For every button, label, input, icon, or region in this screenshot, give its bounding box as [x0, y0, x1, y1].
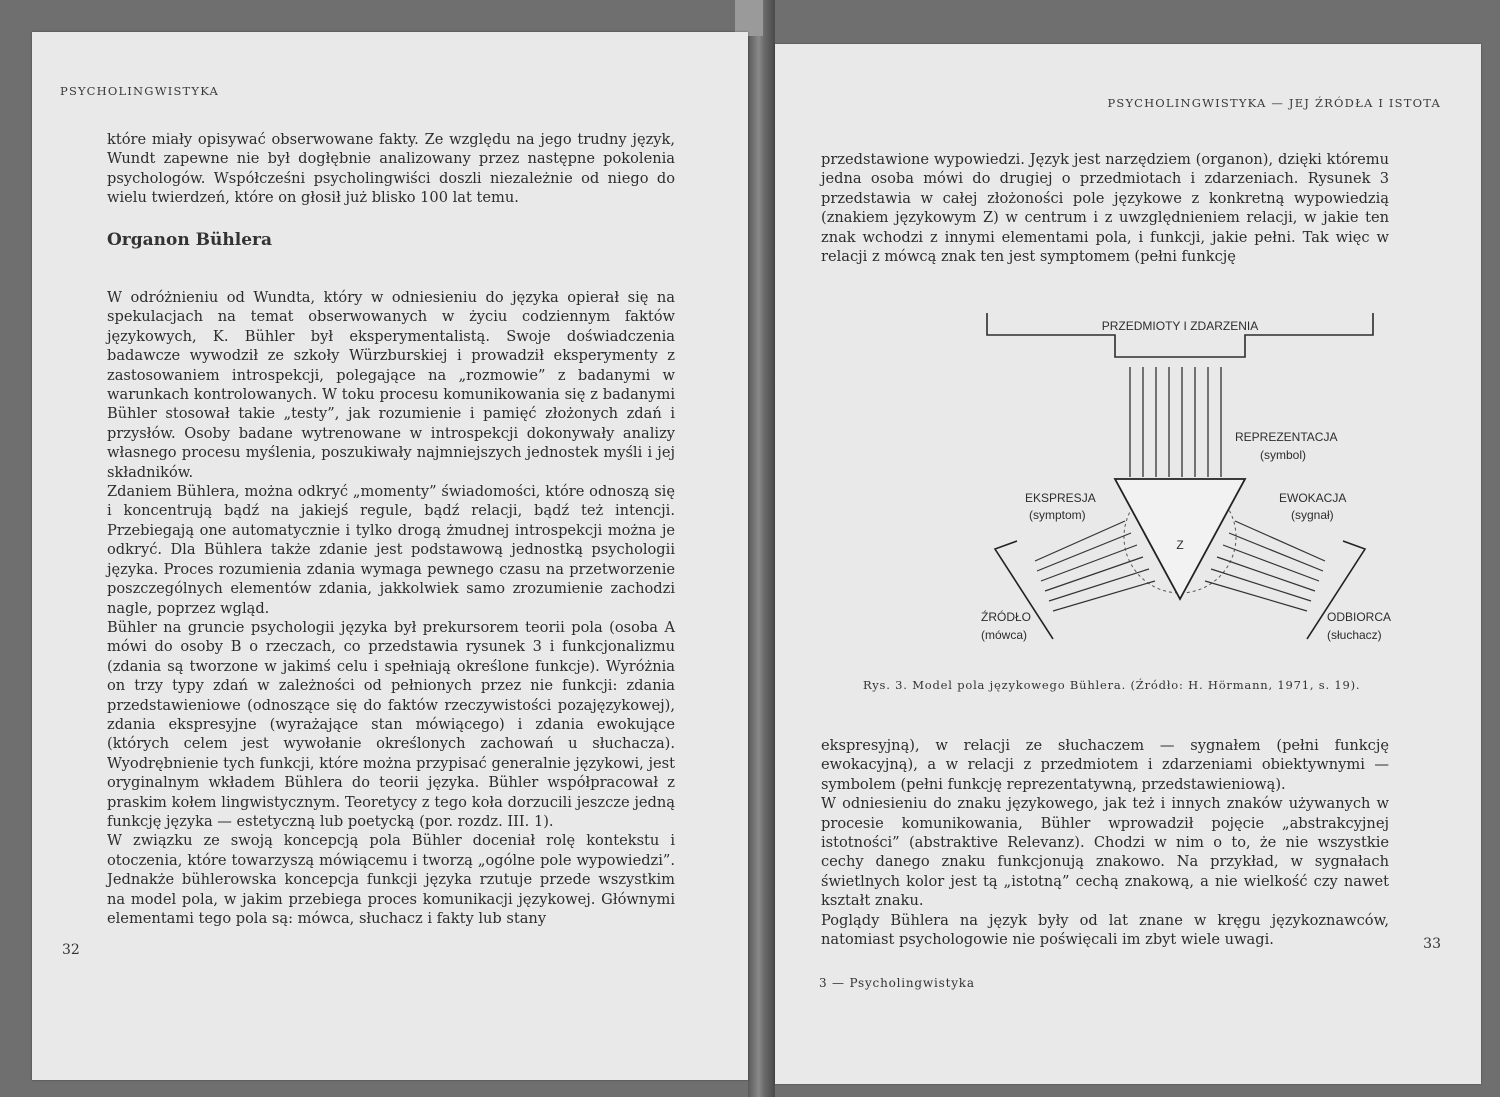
evocation-sub: (sygnał)	[1291, 508, 1334, 522]
sign-z-label: Z	[1176, 538, 1184, 552]
paragraph: W odróżnieniu od Wundta, który w odniesieniu do języka opierał się na spekulacjach na temat obserwowanych w życiu codziennym faktów językowych, K. Bühler był eksperymentalistą. Swoje doświadczenia badawcze wywodził ze szkoły Würzburskiej i prowadził eksperymenty z zastosowaniem introspekcji, polegające na „rozmowie” z badanymi w warunkach kontrolowanych. W toku procesu komunikowania się z badanymi Bühler stosował takie „testy”, jak rozumienie i pamięć złożonych zdań i przysłów. Osoby badane wytrenowane w introspekcji dokonywały analizy własnego procesu myślenia, poszukiwały najmniejszych jednostek myśli i jej składników.	[107, 289, 675, 481]
binding-tape	[735, 0, 763, 36]
running-head-right: PSYCHOLINGWISTYKA — JEJ ŹRÓDŁA I ISTOTA	[1107, 96, 1441, 110]
receiver-label: ODBIORCA	[1327, 610, 1392, 624]
paragraph: Zdaniem Bühlera, można odkryć „momenty” świadomości, które odnoszą się i koncentrują bądź na jakiejś regule, bądź relacji, bądź też intencji. Przebiegają one automatycznie i tylko drogą żmudnej introspekcji można je odkryć. Dla Bühlera także zdanie jest podstawową jednostką psychologii języka. Proces rozumienia zdania wymaga pewnego czasu na przetworzenie poszczególnych elementów zdania, jakkolwiek samo zrozumienie zachodzi nagle, poprzez wgląd.	[107, 483, 675, 617]
right-page	[775, 44, 1481, 1084]
book-spine	[748, 0, 775, 1097]
listener-bracket	[1307, 541, 1365, 639]
running-head-left: PSYCHOLINGWISTYKA	[60, 84, 220, 98]
objects-label: PRZEDMIOTY I ZDARZENIA	[1101, 319, 1259, 333]
top-text	[821, 150, 1389, 266]
expression-lines	[1035, 521, 1155, 611]
receiver-sub: (słuchacz)	[1327, 628, 1382, 642]
representation-lines	[1130, 367, 1221, 477]
representation-sub: (symbol)	[1260, 448, 1307, 462]
speaker-bracket	[995, 541, 1053, 639]
source-label: ŹRÓDŁO	[981, 610, 1032, 624]
paragraph: które miały opisywać obserwowane fakty. Ze względu na jego trudny język, Wundt zapewne nie był dogłębnie analizowany przez następne pokolenia psychologów. Współcześni psycholingwiści doszli niezależnie od niego do wielu twierdzeń, które on głosił już blisko 100 lat temu.	[107, 131, 675, 207]
page-number-right: 33	[1423, 936, 1441, 952]
paragraph: przedstawione wypowiedzi. Język jest narzędziem (organon), dzięki któremu jedna osoba mówi do drugiej o przedmiotach i zdarzeniach. Rysunek 3 przedstawia w całej złożoności pole językowe z konkretną wypowiedzią (znakiem językowym Z) w centrum i z uwzględnieniem relacji, w jakie ten znak wchodzi z innymi elementami pola, i funkcji, jakie pełni. Tak więc w relacji z mówcą znak ten jest symptomem (pełni funkcję	[821, 151, 1389, 266]
evocation-label: EWOKACJA	[1279, 491, 1347, 505]
expression-label: EKSPRESJA	[1025, 491, 1096, 505]
signature-footer: 3 — Psycholingwistyka	[819, 976, 975, 990]
left-page	[32, 32, 748, 1080]
paragraph: Poglądy Bühlera na język były od lat znane w kręgu językoznawców, natomiast psychologowie nie poświęcali im zbyt wiele uwagi.	[821, 911, 1389, 949]
intro-text	[107, 130, 675, 208]
section-body	[107, 288, 675, 928]
expression-sub: (symptom)	[1029, 508, 1086, 522]
paragraph: ekspresyjną), w relacji ze słuchaczem — sygnałem (pełni funkcję ewokacyjną), a w relacji z przedmiotem i zdarzeniami obiektywnymi — symbolem (pełni funkcję reprezentatywną, przedstawieniową).	[821, 737, 1389, 793]
paragraph: Bühler na gruncie psychologii języka był prekursorem teorii pola (osoba A mówi do osoby B o rzeczach, co przedstawia rysunek 3 i funkcjonalizmu (zdania są tworzone w jakimś celu i spełniają określone funkcje). Wyróżnia on trzy typy zdań w zależności od pełnionych przez nie funkcji: zdania przedstawieniowe (odnoszące się do faktów rzeczywistości pozajęzykowej), zdania ekspresyjne (wyrażające stan mówiącego) i zdania ewokujące (których celem jest wywołanie określonych zachowań u słuchacza). Wyodrębnienie tych funkcji, które można przypisać generalnie językowi, jest oryginalnym wkładem Bühlera do teorii języka. Bühler współpracował z praskim kołem lingwistycznym. Teoretycy z tego koła dorzucili jeszcze jedną funkcję języka — estetyczną lub poetycką (por. rozdz. III. 1).	[107, 618, 675, 830]
page-number-left: 32	[62, 942, 80, 958]
paragraph: W związku ze swoją koncepcją pola Bühler doceniał rolę kontekstu i otoczenia, które towarzyszą mówiącemu i tworzą „ogólne pole wypowiedzi”. Jednakże bühlerowska koncepcja funkcji języka rzutuje przede wszystkim na model pola, w jakim przebiega proces komunikacji językowej. Głównymi elementami tego pola są: mówca, słuchacz i fakty lub stany	[107, 832, 675, 927]
evocation-lines	[1205, 521, 1325, 611]
bottom-text	[821, 736, 1389, 949]
representation-label: REPREZENTACJA	[1235, 430, 1338, 444]
figure-caption: Rys. 3. Model pola językowego Bühlera. (Źródło: H. Hörmann, 1971, s. 19).	[863, 678, 1361, 692]
paragraph: W odniesieniu do znaku językowego, jak też i innych znaków używanych w procesie komunikowania, Bühler wprowadził pojęcie „abstrakcyjnej istotności” (abstraktive Relevanz). Chodzi w nim o to, że nie wszystkie cechy danego znaku funkcjonują znakowo. Na przykład, w sygnałach świetlnych kolor jest tą „istotną” cechą znakową, a nie wielkość czy nawet kształt znaku.	[821, 795, 1389, 910]
section-title: Organon Bühlera	[107, 230, 272, 250]
buhler-organon-figure	[975, 309, 1395, 669]
source-sub: (mówca)	[981, 628, 1028, 642]
